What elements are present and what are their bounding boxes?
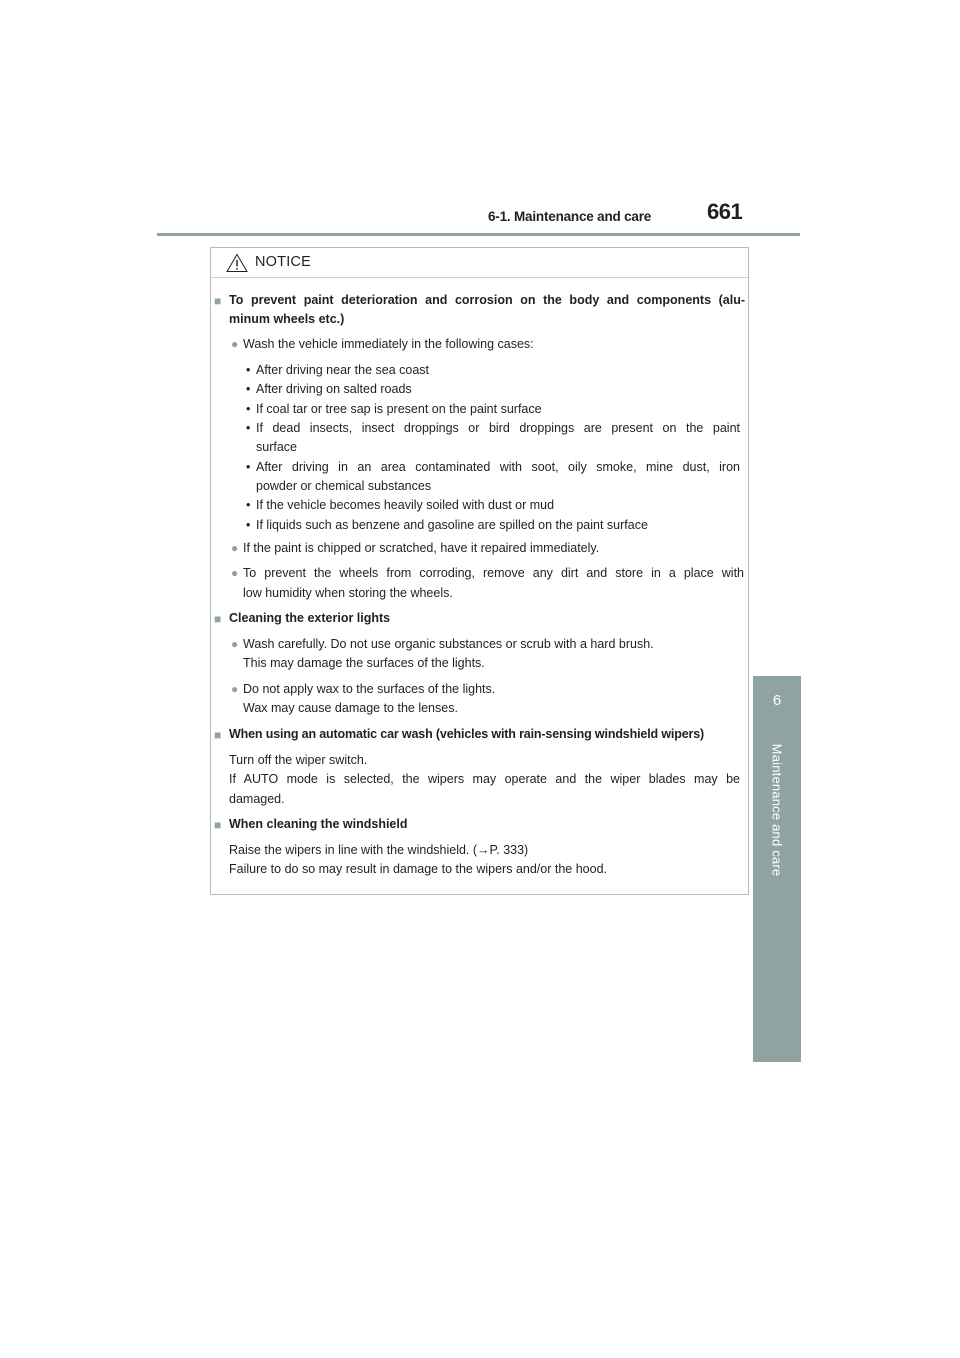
item-bullet: ● [231, 566, 239, 580]
sub-bullet: • [246, 363, 251, 377]
section-heading: Cleaning the exterior lights [229, 611, 391, 625]
header-rule [157, 233, 800, 236]
item-bullet: ● [231, 541, 239, 555]
notice-content [211, 248, 748, 894]
sub-bullet: • [246, 518, 251, 532]
body-text: Turn off the wiper switch. [229, 753, 368, 767]
item-bullet: ● [231, 637, 239, 651]
section-heading: minum wheels etc.) [229, 312, 345, 326]
sub-item: After driving near the sea coast [256, 363, 430, 377]
sub-item: After driving on salted roads [256, 382, 412, 396]
notice-box [210, 247, 749, 895]
section-marker: ■ [214, 294, 222, 308]
list-item: Wash carefully. Do not use organic substances or scrub with a hard brush. [243, 637, 654, 651]
section-heading: When using an automatic car wash (vehicles with rain-sensing windshield wipers) [229, 727, 705, 741]
list-item: To prevent the wheels from corroding, remove any dirt and store in a place with [243, 566, 744, 580]
item-bullet: ● [231, 682, 239, 696]
sub-item: If the vehicle becomes heavily soiled with dust or mud [256, 498, 555, 512]
sub-bullet: • [246, 460, 251, 474]
list-item: Do not apply wax to the surfaces of the lights. [243, 682, 496, 696]
body-text: Raise the wipers in line with the windshield. (→P. 333) [229, 843, 529, 857]
notice-title: NOTICE [255, 254, 311, 270]
section-heading: When cleaning the windshield [229, 817, 408, 831]
sub-item: powder or chemical substances [256, 479, 432, 493]
body-text: damaged. [229, 792, 285, 806]
chapter-number: 6 [772, 692, 782, 709]
list-item: Wax may cause damage to the lenses. [243, 701, 458, 715]
item-bullet: ● [231, 337, 239, 351]
sub-bullet: • [246, 402, 251, 416]
sub-bullet: • [246, 421, 251, 435]
list-item: low humidity when storing the wheels. [243, 586, 453, 600]
sub-item: If liquids such as benzene and gasoline are spilled on the paint surface [256, 518, 648, 532]
sub-bullet: • [246, 498, 251, 512]
body-text: Failure to do so may result in damage to the wipers and/or the hood. [229, 862, 607, 876]
sub-bullet: • [246, 382, 251, 396]
chapter-number-box [753, 676, 801, 734]
sub-item: If coal tar or tree sap is present on the paint surface [256, 402, 542, 416]
sub-item: surface [256, 440, 297, 454]
section-marker: ■ [214, 612, 222, 626]
body-text: If AUTO mode is selected, the wipers may operate and the wiper blades may be [229, 772, 740, 786]
section-marker: ■ [214, 728, 222, 742]
section-heading: To prevent paint deterioration and corrosion on the body and components (alu- [229, 293, 745, 307]
section-marker: ■ [214, 818, 222, 832]
list-item: This may damage the surfaces of the lights. [243, 656, 485, 670]
sub-item: After driving in an area contaminated with soot, oily smoke, mine dust, iron [256, 460, 740, 474]
page-number: 661 [707, 199, 743, 224]
sub-item: If dead insects, insect droppings or bird droppings are present on the paint [256, 421, 740, 435]
list-item: Wash the vehicle immediately in the following cases: [243, 337, 534, 351]
list-item: If the paint is chipped or scratched, have it repaired immediately. [243, 541, 600, 555]
chapter-label: Maintenance and care [769, 743, 785, 877]
section-title: 6-1. Maintenance and care [488, 209, 652, 224]
